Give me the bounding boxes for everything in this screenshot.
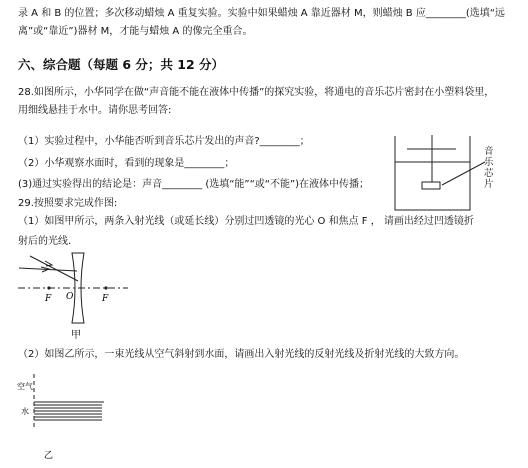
text-line-2: 离”或“靠近”)器材 M，才能与蜡烛 A 的像完全重合。 — [18, 26, 253, 37]
question-28-intro: 28.如图所示，小华同学在做“声音能不能在液体中传播”的探究实验，将通电的音乐芯片密封在小塑料袋里， — [18, 87, 495, 98]
question-28-part-2: （2）小华观察水面时，看到的现象是________； — [18, 158, 235, 169]
question-28-intro-2: 用细线悬挂于水中。请你思考回答: — [18, 105, 172, 116]
lens-figure — [14, 251, 134, 343]
question-29-part-2: （2）如图乙所示，一束光线从空气斜射到水面，请画出入射光线的反射光线及折射光线的大致方向。 — [18, 349, 465, 360]
air-label: 空气 — [17, 382, 33, 391]
question-29-intro: 29.按照要求完成作图: — [18, 198, 118, 209]
chip-label: 音乐芯片 — [484, 146, 494, 190]
lens-optical-center: O — [66, 292, 74, 302]
question-29-part-1-cont: 射后的光线． — [18, 236, 78, 247]
lens-focus-left: F — [45, 294, 52, 304]
question-29-part-1: （1）如图甲所示，两条入射光线（或延长线）分别过凹透镜的光心 O 和焦点 F ， 请画出经过凹透镜折 — [18, 216, 474, 227]
lens-caption: 甲 — [71, 330, 81, 341]
water-caption: 乙 — [44, 451, 54, 461]
question-28-part-3: (3)通过实验得出的结论是：声音________ (选填“能”“或“不能”)在液体中传播； — [18, 179, 370, 190]
air-water-figure — [14, 372, 118, 464]
text-line-1: 录 A 和 B 的位置；多次移动蜡烛 A 重复实验。实验中如果蜡烛 A 靠近器材 M，则蜡烛 B 应________(选填“远 — [18, 8, 505, 19]
section-heading: 六、综合题（每题 6 分；共 12 分） — [18, 57, 225, 72]
lens-focus-right: F — [102, 294, 109, 304]
water-label: 水 — [21, 407, 29, 416]
question-28-part-1: （1）实验过程中，小华能否听到音乐芯片发出的声音?________； — [18, 136, 310, 147]
